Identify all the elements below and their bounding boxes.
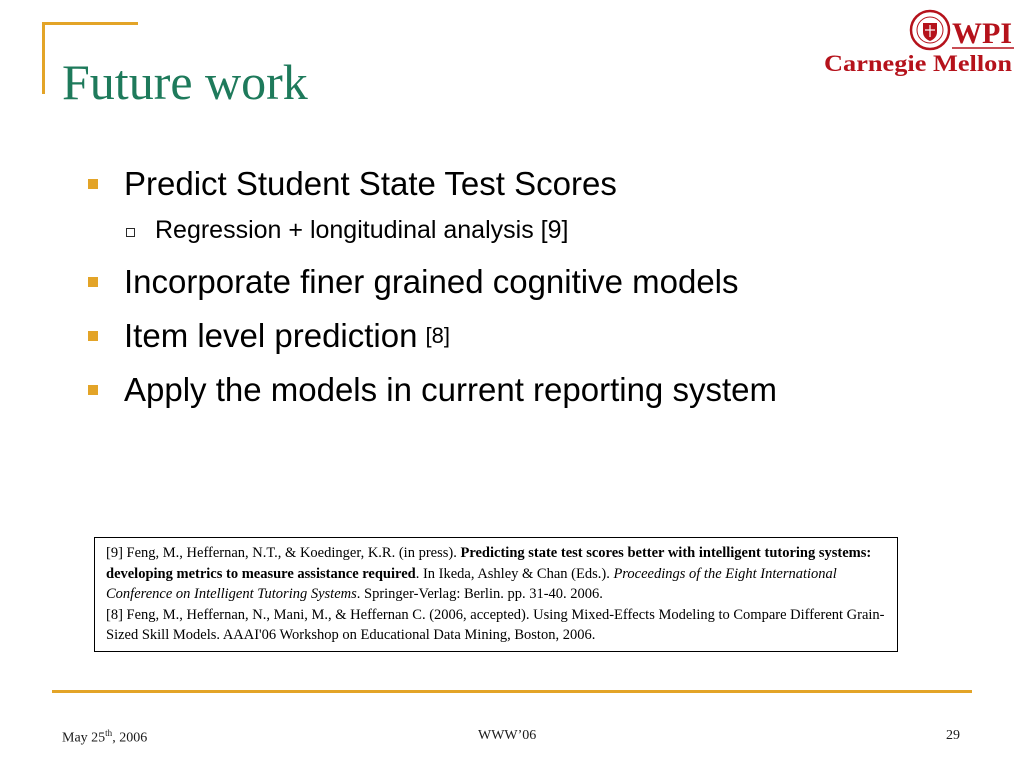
bullet-text: Item level prediction (124, 317, 418, 354)
wpi-seal-icon (911, 11, 949, 49)
bullet-text: Predict Student State Test Scores (124, 165, 617, 202)
ref9-proceedings: Proceedings of the Eight International Conference on Intelligent Tutoring Systems (106, 565, 837, 603)
references-box (94, 537, 898, 652)
footer-date-year: , 2006 (112, 730, 148, 746)
footer-date-sup: th (105, 728, 113, 738)
accent-bar-vertical (42, 22, 45, 94)
reference-9 (106, 543, 886, 605)
accent-bar-horizontal (42, 22, 138, 25)
cmu-wordmark: Carnegie Mellon (824, 51, 1013, 76)
slide-title: Future work (62, 54, 308, 110)
ref9-publisher: . Springer-Verlag: Berlin. pp. 31-40. 2006. (356, 586, 603, 603)
hollow-square-bullet-icon (126, 228, 135, 237)
reference-8: [8] Feng, M., Heffernan, N., Mani, M., & Heffernan C. (2006, accepted). Using Mixed-Effects Modeling to Compare Different Grain-Sized Skill Models. AAAI'06 Workshop on Educational Data Mining, Boston, 2006. (106, 606, 885, 644)
bullet-list (88, 160, 908, 414)
ref9-editors: . In Ikeda, Ashley & Chan (Eds.). (415, 565, 610, 582)
footer-date-text: May 25 (62, 730, 106, 746)
footer-divider (52, 690, 972, 693)
sub-bullet-item (126, 208, 908, 252)
square-bullet-icon (88, 179, 98, 189)
bullet-item (88, 366, 908, 414)
square-bullet-icon (88, 331, 98, 341)
square-bullet-icon (88, 385, 98, 395)
institution-logo (820, 6, 1016, 82)
footer-date (62, 728, 147, 747)
bullet-item (88, 258, 908, 306)
square-bullet-icon (88, 277, 98, 287)
ref9-title: Predicting state test scores better with intelligent tutoring systems: developing metrics to measure assistance required (106, 545, 872, 582)
page-number: 29 (946, 728, 960, 743)
footer-conference: WWW’06 (478, 728, 537, 743)
bullet-text: Apply the models in current reporting system (124, 371, 777, 408)
sub-bullet-text: Regression + longitudinal analysis [9] (155, 215, 569, 244)
bullet-text: Incorporate finer grained cognitive models (124, 263, 739, 300)
wpi-wordmark: WPI (952, 17, 1012, 50)
ref9-authors: [9] Feng, M., Heffernan, N.T., & Koedinger, K.R. (in press). (106, 545, 457, 561)
citation-ref: [8] (425, 323, 450, 348)
bullet-item (88, 312, 908, 360)
bullet-item (88, 160, 908, 208)
